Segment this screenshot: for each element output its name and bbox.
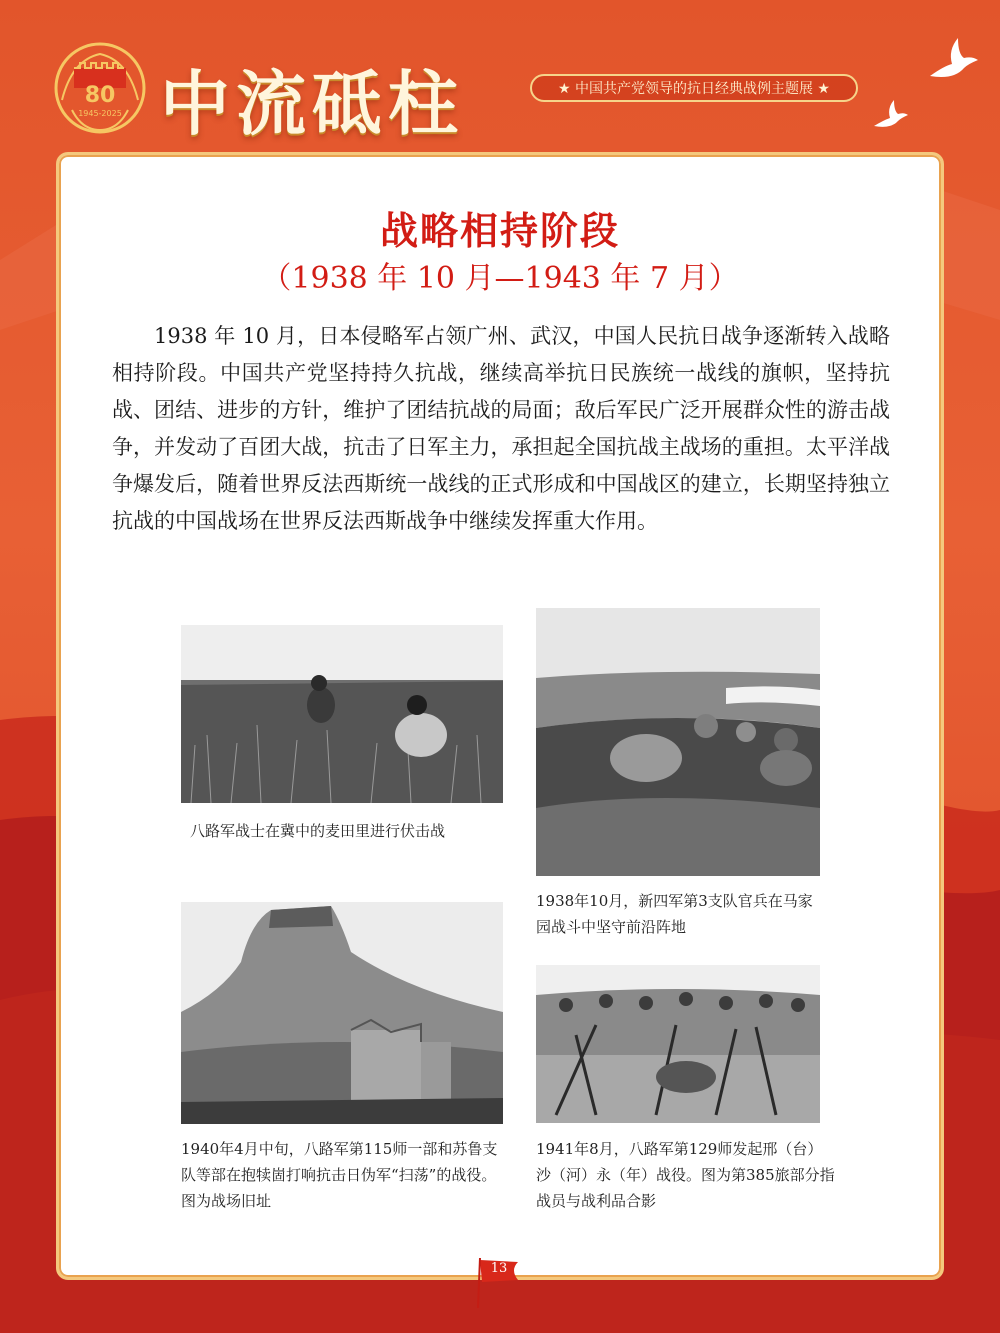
section-title: 战略相持阶段 [379, 209, 620, 253]
caption-385-brigade-trophies: 1941年8月，八路军第129师发起邢（台）沙（河）永（年）战役。图为第385旅部分指战员与战利品合影 [536, 1140, 835, 1210]
photo-majiayuan-frontline [536, 608, 820, 876]
photo-baodugu-battlefield [181, 902, 503, 1124]
emblem-number: 80 [84, 83, 116, 108]
exhibition-subtitle: ★ 中国共产党领导的抗日经典战例主题展 ★ [530, 74, 858, 102]
caption-wheat-field-ambush: 八路军战士在冀中的麦田里进行伏击战 [190, 822, 446, 840]
section-body-text: 1938 年 10 月，日本侵略军占领广州、武汉，中国人民抗日战争逐渐转入战略相持阶段。中国共产党坚持持久抗战，继续高举抗日民族统一战线的旗帜，坚持抗战、团结、进步的方针，维护了团结抗战的局面；敌后军民广泛开展群众性的游击战争，并发动了百团大战，抗击了日军主力，承担起全国抗战主战场的重担。太平洋战争爆发后，随着世界反法西斯统一战线的正式形成和中国战区的建立，长期坚持独立抗战的中国战场在世界反法西斯战争中继续发挥重大作用。 [112, 324, 890, 533]
caption-majiayuan-frontline: 1938年10月，新四军第3支队官兵在马家园战斗中坚守前沿阵地 [536, 892, 813, 936]
anniversary-emblem [52, 40, 148, 136]
dove-icon [870, 98, 910, 132]
photo-wheat-field-ambush [181, 625, 503, 803]
caption-baodugu-battlefield: 1940年4月中旬，八路军第115师一部和苏鲁支队等部在抱犊崮打响抗击日伪军“扫荡”的战役。图为战场旧址 [181, 1140, 498, 1210]
emblem-years: 1945-2025 [78, 109, 122, 118]
main-title: 中流砥柱 [160, 63, 464, 145]
header [0, 0, 1000, 150]
page-number: 13 [490, 1261, 508, 1276]
section-date-range: （1938 年 10 月—1943 年 7 月） [261, 261, 739, 296]
photo-385-brigade-trophies [536, 965, 820, 1123]
dove-icon [924, 36, 980, 84]
